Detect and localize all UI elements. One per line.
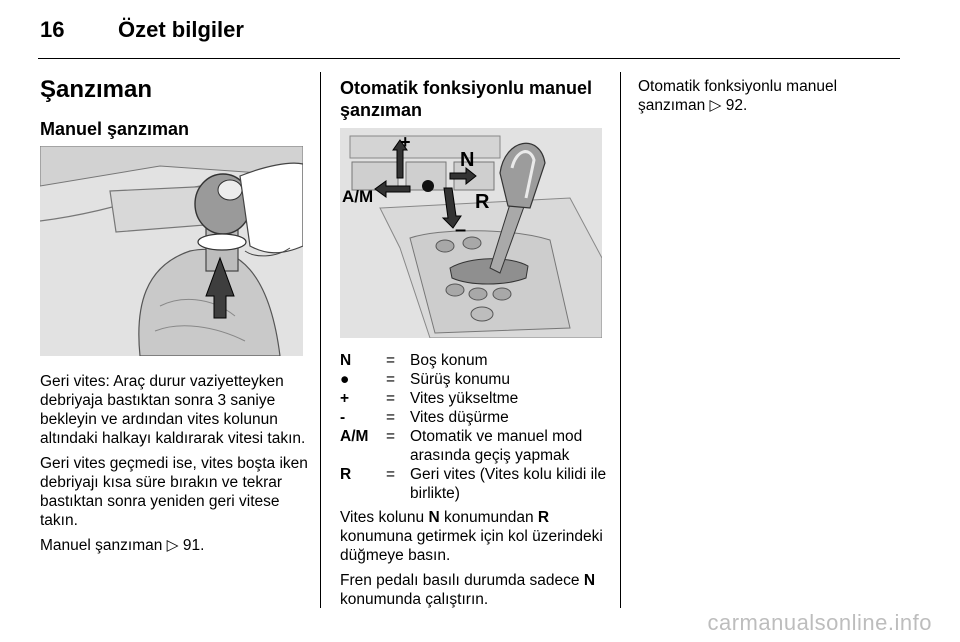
middle-column-heading — [340, 77, 610, 121]
legend-equals: = — [386, 409, 396, 426]
legend-key: R — [340, 466, 352, 483]
legend-desc: Otomatik ve manuel mod arasında geçiş yapmak — [410, 428, 583, 464]
legend-desc: Sürüş konumu — [410, 371, 510, 388]
subsection-title-manual: Manuel şanzıman — [40, 119, 190, 139]
legend-row — [340, 465, 612, 503]
header-rule — [38, 58, 900, 59]
legend-row — [340, 370, 612, 389]
legend-key: N — [340, 352, 352, 369]
legend-key: A/M — [340, 428, 369, 445]
am-label: A/M — [342, 187, 374, 206]
neutral-label: N — [460, 149, 475, 171]
legend-equals: = — [386, 390, 396, 407]
legend-key: - — [340, 409, 346, 426]
manual-gearshift-drawing — [40, 146, 303, 356]
section-title: Şanzıman — [40, 76, 153, 103]
arrow-right-icon: ▷ — [166, 537, 179, 554]
legend-desc: Geri vites (Vites kolu kilidi ile birlikte) — [410, 466, 607, 502]
watermark: carmanualsonline.info — [707, 610, 932, 635]
left-text-block — [40, 372, 308, 555]
legend-row — [340, 351, 612, 370]
legend-row — [340, 408, 612, 427]
automatic-gearshift-illustration — [340, 128, 602, 338]
automatic-transmission-reference[interactable] — [638, 77, 898, 115]
legend-desc: Vites yükseltme — [410, 390, 519, 407]
subsection-title-automatic-line1: Otomatik fonksiyonlu manuel — [340, 78, 593, 98]
shift-n-to-r-paragraph: Vites kolunu N konumundan R konumuna getirmek için kol üzerindeki düğmeye basın. — [340, 509, 603, 564]
legend-equals: = — [386, 352, 396, 369]
legend-row — [340, 389, 612, 408]
reverse-gear-paragraph: Geri vites: Araç durur vaziyetteyken debriyaja bastıktan sonra 3 saniye bekleyin ve ardından vites kolunun altındaki halkayı kaldırarak vitesi takın. — [40, 373, 306, 447]
legend-desc: Boş konum — [410, 352, 488, 369]
legend-desc: Vites düşürme — [410, 409, 509, 426]
reference-text: Manuel şanzıman — [40, 537, 163, 554]
legend-key: + — [340, 390, 350, 407]
middle-text-block — [340, 508, 612, 609]
manual-transmission-reference[interactable] — [40, 536, 308, 555]
automatic-gearshift-drawing — [340, 128, 602, 338]
reference-page: 91. — [182, 537, 205, 554]
column-divider-right — [620, 72, 621, 608]
left-column — [40, 76, 308, 140]
arrow-right-icon: ▷ — [709, 97, 722, 114]
legend-equals: = — [386, 371, 396, 388]
reverse-label: R — [475, 191, 490, 213]
right-column — [638, 77, 898, 115]
legend-equals: = — [386, 428, 396, 445]
column-divider-left — [320, 72, 321, 608]
gear-legend — [340, 351, 612, 503]
page-number: 16 — [40, 17, 65, 42]
minus-label: – — [455, 219, 467, 241]
reverse-gear-retry-paragraph: Geri vites geçmedi ise, vites boşta iken debriyajı kısa süre bırakın ve tekrar bastıktan sonra yeniden geri vitese takın. — [40, 455, 308, 529]
start-engine-paragraph: Fren pedalı basılı durumda sadece N konumunda çalıştırın. — [340, 572, 596, 608]
subsection-title-automatic-line2: şanzıman — [340, 100, 423, 120]
manual-gearshift-illustration — [40, 146, 303, 356]
legend-equals: = — [386, 466, 396, 483]
legend-row — [340, 427, 612, 465]
legend-key: ● — [340, 371, 350, 388]
plus-label: + — [400, 132, 411, 152]
reference-page: 92. — [725, 97, 748, 114]
reference-text: Otomatik fonksiyonlu manuel şanzıman — [638, 78, 838, 114]
legend-table — [340, 351, 612, 503]
chapter-title: Özet bilgiler — [118, 17, 244, 42]
